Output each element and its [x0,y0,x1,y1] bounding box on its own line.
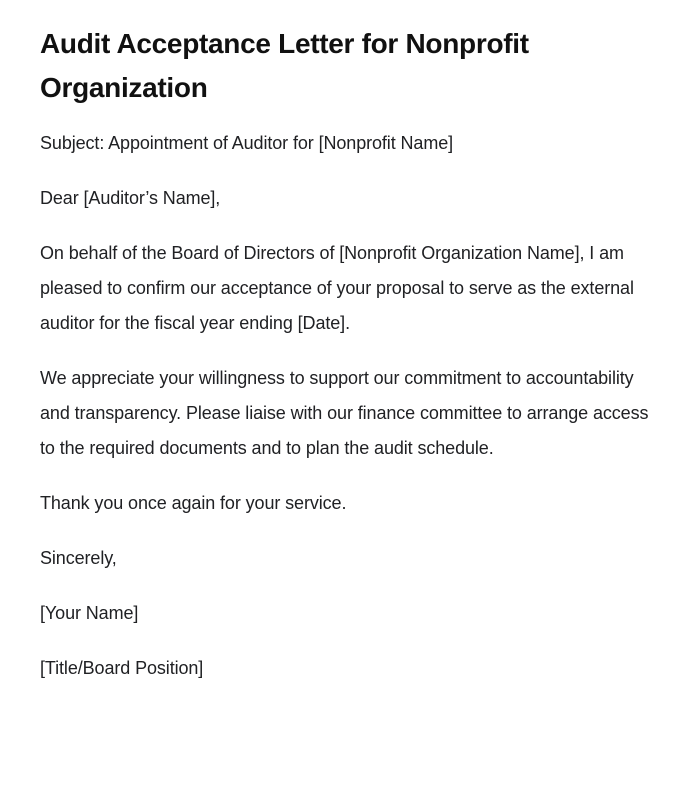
paragraph-thanks: Thank you once again for your service. [40,493,347,513]
signature-name: [Your Name] [40,603,139,623]
signature-title: [Title/Board Position] [40,658,204,678]
letter-title: Audit Acceptance Letter for Nonprofit Organization [40,28,529,103]
salutation: Dear [Auditor’s Name], [40,188,221,208]
paragraph-appreciation: We appreciate your willingness to support our commitment to accountability and transparency. Please liaise with our finance committee to arrange access to the required documents and to plan the audit schedule. [40,368,649,458]
paragraph-acceptance: On behalf of the Board of Directors of [Nonprofit Organization Name], I am pleased to confirm our acceptance of your proposal to serve as the external auditor for the fiscal year ending [Date]. [40,243,634,333]
subject-line: Subject: Appointment of Auditor for [Nonprofit Name] [40,133,454,153]
closing: Sincerely, [40,548,117,568]
